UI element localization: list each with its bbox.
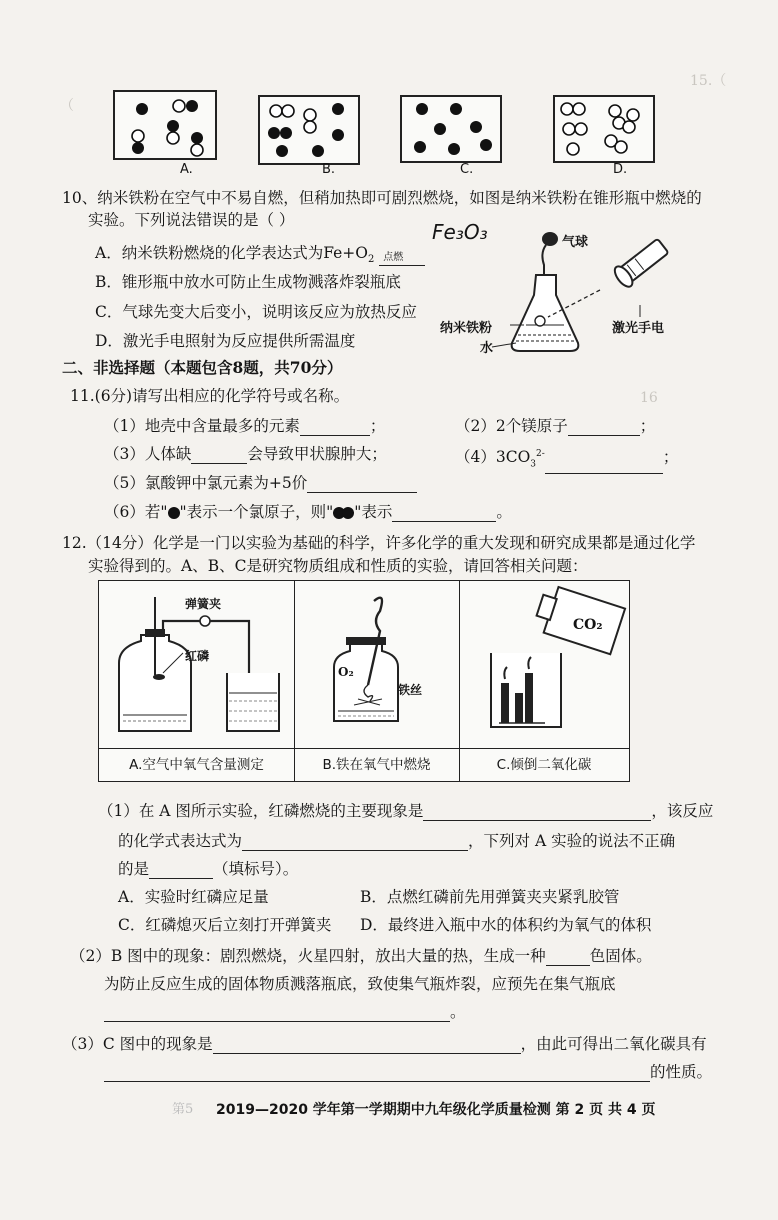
page-footer: 2019—2020 学年第一学期期中九年级化学质量检测 第 2 页 共 4 页: [216, 1102, 656, 1118]
chlorine-atom-icon: [168, 507, 180, 519]
q12-option-a: A．实验时红磷应足量: [118, 888, 269, 906]
q10-option-c: C．气球先变大后变小，说明该反应为放热反应: [95, 303, 417, 321]
q11-item3-text-a: （3）人体缺: [104, 445, 192, 463]
q12-part3-text-c: 的性质。: [650, 1063, 713, 1081]
q12-part3-text-b: ，由此可得出二氧化碳具有: [520, 1035, 707, 1053]
q12-part1-text-a: （1）在 A 图所示实验，红磷燃烧的主要现象是: [98, 802, 424, 820]
q11-item6: （6）若" "表示一个氯原子，则" "表示 。: [104, 503, 512, 521]
q10-figure: [440, 225, 680, 360]
q11-item2-text: （2）2个镁原子: [455, 417, 568, 435]
q11-item6-text-b: "表示一个氯原子，则": [179, 503, 334, 521]
q10-option-a: [95, 243, 425, 270]
option-b-label: B.: [322, 162, 336, 177]
q11-item4: $(4)3CO_3^{2-}$ ；: [455, 444, 678, 474]
q11-item2-answer[interactable]: [568, 419, 640, 436]
q10-option-d: D．激光手电照射为反应提供所需温度: [95, 332, 356, 350]
label-red-phosphorus: 红磷: [185, 649, 210, 663]
q12-part2-text-d: 。: [450, 1003, 466, 1021]
q12-part2-line3: [104, 1002, 466, 1022]
q11-item1: （1）地壳中含量最多的元素 ；: [104, 417, 386, 435]
experiment-b: [294, 581, 460, 781]
experiment-a: [99, 581, 295, 781]
q11-item2: （2）2个镁原子 ；: [455, 417, 656, 435]
q12-part2-answer-color[interactable]: [546, 949, 590, 966]
q11-item6-text-c: "表示: [354, 503, 393, 521]
q10-option-a-subscript: 2: [367, 254, 375, 266]
q11-item3-answer[interactable]: [191, 447, 247, 464]
section2-title: 二、非选择题（本题包含8题，共70分）: [62, 358, 343, 377]
q12-part1-answer-choice[interactable]: [149, 862, 213, 879]
q12-part2-answer-prevention[interactable]: [104, 1005, 450, 1022]
reaction-arrow: [379, 254, 425, 270]
label-water: 水: [480, 341, 494, 356]
bleed-text: 15.（: [690, 73, 727, 89]
chlorine-molecule-icon-right: [342, 507, 354, 519]
label-iron-wire: 铁丝: [398, 683, 423, 697]
q12-part2-line1: [70, 946, 652, 966]
option-a-label: A.: [180, 162, 193, 177]
caption-c: C.倾倒二氧化碳: [459, 748, 629, 781]
page-number-ghost: 第5: [172, 1102, 194, 1117]
q12-option-b: B．点燃红磷前先用弹簧夹夹紧乳胶管: [360, 888, 620, 906]
q12-part1-answer-equation[interactable]: [242, 834, 468, 851]
q12-part2-text-b: 色固体。: [589, 947, 652, 965]
option-b-diagram: [258, 95, 360, 165]
q11-item4-sub: 3: [530, 459, 537, 470]
q12-part1-text-f: （填标号）。: [213, 860, 299, 878]
experiment-c: [459, 581, 629, 781]
q10-stem-line2: 实验。下列说法错误的是（ ）: [88, 211, 295, 229]
q12-option-c: C．红磷熄灭后立刻打开弹簧夹: [118, 916, 332, 934]
q12-part1-answer-phenomenon[interactable]: [423, 804, 651, 821]
q12-experiment-figure: [98, 580, 630, 782]
label-oxygen: O₂: [338, 665, 354, 679]
q11-item3: [104, 444, 387, 464]
q11-stem: 11.(6分)请写出相应的化学符号或名称。: [70, 387, 350, 405]
q12-part2-text-a: （2）B 图中的现象：剧烈燃烧，火星四射，放出大量的热，生成一种: [70, 947, 546, 965]
label-spring-clamp: 弹簧夹: [185, 597, 222, 611]
option-a-diagram: [113, 90, 217, 160]
reaction-condition: 点燃: [383, 252, 404, 264]
option-d-diagram: [553, 95, 655, 163]
q11-item4-sup: 2-: [536, 449, 545, 459]
q11-item5-answer[interactable]: [307, 476, 417, 493]
q10-stem-line1: 10、纳米铁粉在空气中不易自燃，但稍加热即可剧烈燃烧，如图是纳米铁粉在锥形瓶中燃烧的: [62, 189, 702, 207]
q12-part1-line1: [98, 801, 713, 821]
q12-stem-line1: 12.（14分）化学是一门以实验为基础的科学，许多化学的重大发现和研究成果都是通过化学: [62, 534, 696, 552]
option-c-label: C.: [460, 162, 474, 177]
q11-item5-text: （5）氯酸钾中氯元素为+5价: [104, 474, 308, 492]
q11-item1-answer[interactable]: [300, 419, 370, 436]
label-nano-iron: 纳米铁粉: [440, 321, 493, 336]
q12-option-d: D．最终进入瓶中水的体积约为氧气的体积: [360, 916, 652, 934]
caption-b: B.铁在氧气中燃烧: [294, 748, 459, 781]
q10-handwritten-answer: Fe₃O₃: [432, 220, 488, 244]
q12-part1-text-c: 的化学式表达式为: [118, 832, 243, 850]
q12-part3-line2: [104, 1062, 712, 1082]
q12-stem-line2: 实验得到的。A、B、C是研究物质组成和性质的实验，请回答相关问题：: [88, 557, 588, 575]
q12-part1-text-b: ，该反应: [651, 802, 714, 820]
q12-part1-line2: [118, 831, 675, 851]
q11-item1-text: （1）地壳中含量最多的元素: [104, 417, 300, 435]
q12-part1-line3: [118, 859, 298, 879]
option-c-diagram: [400, 95, 502, 163]
q11-item3-text-b: 会导致甲状腺肿大；: [247, 445, 387, 463]
label-co2: CO₂: [573, 617, 603, 633]
q12-part1-text-d: ，下列对 A 实验的说法不正确: [468, 832, 676, 850]
label-laser: 激光手电: [612, 321, 665, 336]
caption-a: A.空气中氧气含量测定: [99, 748, 294, 781]
q11-item6-answer[interactable]: [392, 505, 496, 522]
q11-item6-text-a: （6）若": [104, 503, 168, 521]
q10-option-a-text: A．纳米铁粉燃烧的化学表达式为Fe+O: [95, 244, 368, 262]
bleed-text: 16: [640, 390, 658, 406]
q12-part3-answer-property[interactable]: [104, 1065, 650, 1082]
q12-part3-answer-phenomenon[interactable]: [213, 1037, 521, 1054]
bleed-text: （: [60, 98, 74, 114]
q12-part3-line1: [62, 1034, 707, 1054]
q11-item4-text: （4）3CO: [455, 448, 531, 467]
label-balloon: 气球: [562, 235, 589, 250]
q11-item5: [104, 473, 417, 493]
q12-part2-line2: 为防止反应生成的固体物质溅落瓶底，致使集气瓶炸裂，应预先在集气瓶底: [104, 975, 616, 993]
q12-part3-text-a: （3）C 图中的现象是: [62, 1035, 213, 1053]
q12-part1-text-e: 的是: [118, 860, 150, 878]
option-d-label: D.: [613, 162, 628, 177]
q11-item4-answer[interactable]: [545, 457, 663, 474]
q10-option-b: B．锥形瓶中放水可防止生成物溅落炸裂瓶底: [95, 273, 401, 291]
